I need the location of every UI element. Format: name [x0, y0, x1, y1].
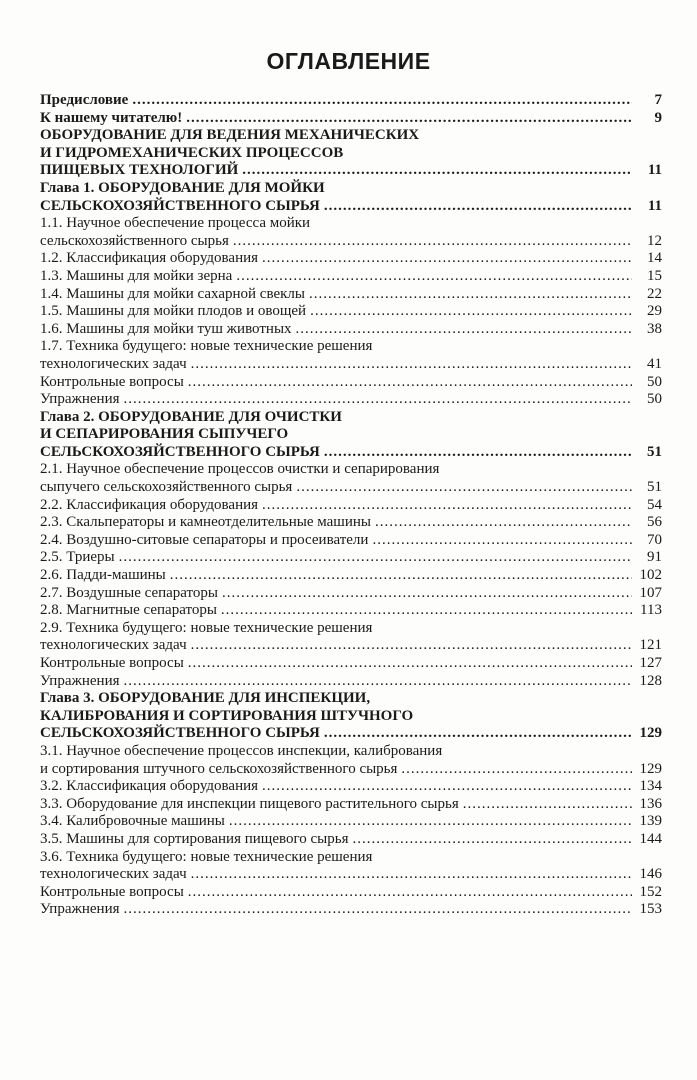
toc-entry-text: 1.3. Машины для мойки зерна [40, 267, 233, 284]
page-number: 7 [654, 92, 662, 108]
page-number: 54 [647, 496, 662, 513]
dot-leader [188, 884, 632, 902]
toc-entry [40, 549, 662, 567]
page-number: 91 [647, 549, 662, 566]
dot-leader [372, 532, 632, 550]
toc-entry-text: сельскохозяйственного сырья [40, 232, 229, 249]
toc-entry [40, 92, 662, 110]
toc-entry [40, 497, 662, 515]
page-number: 51 [647, 443, 662, 460]
toc-entry-text: Контрольные вопросы [40, 655, 184, 671]
dot-leader [124, 391, 633, 409]
dot-leader [132, 92, 632, 110]
dot-leader [221, 602, 632, 620]
toc-entry-text: И ГИДРОМЕХАНИЧЕСКИХ ПРОЦЕССОВ [40, 144, 344, 161]
page-number: 9 [654, 109, 662, 126]
page-number: 136 [639, 795, 662, 812]
toc-entry [40, 215, 662, 250]
toc-entry-text: 1.4. Машины для мойки сахарной свеклы [40, 285, 305, 302]
dot-leader [324, 444, 632, 462]
toc-entry [40, 884, 662, 902]
toc-entry-text: 1.5. Машины для мойки плодов и овощей [40, 303, 307, 320]
page-number: 11 [647, 197, 662, 214]
toc-entry-text: Упражнения [40, 672, 120, 689]
toc-entry-text: 2.8. Магнитные сепараторы [40, 602, 217, 619]
dot-leader [375, 514, 632, 532]
dot-leader [463, 796, 632, 814]
dot-leader [188, 655, 632, 673]
page-number: 144 [639, 830, 662, 847]
toc-entry [40, 673, 662, 691]
toc-entry-text: КАЛИБРОВАНИЯ И СОРТИРОВАНИЯ ШТУЧНОГО [40, 707, 414, 724]
page-number: 11 [647, 162, 662, 179]
dot-leader [262, 778, 632, 796]
toc-entry-text: СЕЛЬСКОХОЗЯЙСТВЕННОГО СЫРЬЯ [40, 443, 320, 460]
toc-entry-text: К нашему читателю! [40, 109, 183, 126]
toc-chapter-entry [40, 180, 662, 215]
toc-entry-text: СЕЛЬСКОХОЗЯЙСТВЕННОГО СЫРЬЯ [40, 725, 320, 742]
page-number: 22 [647, 285, 662, 302]
page-number: 127 [639, 655, 662, 671]
dot-leader [352, 831, 632, 849]
toc-entry [40, 620, 662, 655]
page-number: 113 [640, 602, 662, 619]
dot-leader [324, 725, 632, 743]
toc-entry [40, 303, 662, 321]
page-number: 102 [639, 567, 662, 584]
toc-entry [40, 901, 662, 919]
toc-entry [40, 778, 662, 796]
toc-entry [40, 585, 662, 603]
toc-entry-text: Глава 2. ОБОРУДОВАНИЕ ДЛЯ ОЧИСТКИ [40, 408, 342, 425]
toc-entry [40, 286, 662, 304]
toc-entry [40, 796, 662, 814]
toc-entry-text: 3.5. Машины для сортирования пищевого сырья [40, 830, 349, 847]
dot-leader [186, 110, 632, 128]
toc-entry [40, 374, 662, 392]
dot-leader [229, 813, 632, 831]
toc-entry [40, 338, 662, 373]
toc-entry-text: и сортирования штучного сельскохозяйственного сырья [40, 760, 398, 777]
dot-leader [222, 585, 632, 603]
dot-leader [188, 374, 632, 392]
toc-entry [40, 849, 662, 884]
toc-entry-text: 2.9. Техника будущего: новые технические решения [40, 619, 373, 636]
dot-leader [401, 761, 632, 779]
toc-entry [40, 743, 662, 778]
dot-leader [309, 286, 632, 304]
page-number: 51 [647, 479, 662, 496]
toc-entry [40, 321, 662, 339]
toc-entry-text: технологических задач [40, 866, 187, 883]
page-number: 107 [639, 584, 662, 601]
dot-leader [242, 162, 632, 180]
toc-entry-text: 2.4. Воздушно-ситовые сепараторы и просеиватели [40, 531, 369, 548]
dot-leader [236, 268, 632, 286]
page-number: 56 [647, 514, 662, 531]
toc-entry [40, 567, 662, 585]
dot-leader [233, 233, 632, 251]
toc-chapter-entry [40, 127, 662, 180]
page-number: 129 [639, 725, 662, 742]
dot-leader [119, 549, 632, 567]
toc-entry-text: Глава 3. ОБОРУДОВАНИЕ ДЛЯ ИНСПЕКЦИИ, [40, 690, 371, 707]
toc-entry-text: 1.2. Классификация оборудования [40, 250, 259, 267]
toc-entry-text: 3.2. Классификация оборудования [40, 778, 259, 795]
toc-entry-text: 2.1. Научное обеспечение процессов очистки и сепарирования [40, 461, 440, 478]
page-number: 50 [647, 391, 662, 408]
toc-entry-text: 1.7. Техника будущего: новые технические решения [40, 338, 373, 355]
page-number: 70 [647, 531, 662, 548]
page-number: 121 [639, 637, 662, 654]
toc-entry-text: 2.3. Скальператоры и камнеотделительные машины [40, 514, 371, 531]
page-number: 15 [647, 267, 662, 284]
table-of-contents [40, 92, 662, 919]
dot-leader [262, 497, 632, 515]
dot-leader [124, 673, 633, 691]
page-number: 153 [639, 901, 662, 918]
page-title: ОГЛАВЛЕНИЕ [266, 48, 431, 74]
page-number: 128 [639, 672, 662, 689]
page-number: 134 [639, 778, 662, 795]
dot-leader [191, 356, 632, 374]
toc-entry-text: 2.7. Воздушные сепараторы [40, 584, 218, 601]
page-number: 12 [647, 232, 662, 249]
toc-entry-text: 3.1. Научное обеспечение процессов инспекции, калибрования [40, 742, 443, 759]
toc-entry-text: 2.6. Падди-машины [40, 567, 166, 584]
toc-entry-text: Предисловие [40, 92, 129, 108]
toc-entry [40, 391, 662, 409]
toc-entry-text: ОБОРУДОВАНИЕ ДЛЯ ВЕДЕНИЯ МЕХАНИЧЕСКИХ [40, 127, 420, 144]
toc-entry-text: И СЕПАРИРОВАНИЯ СЫПУЧЕГО [40, 426, 289, 443]
toc-entry [40, 532, 662, 550]
page-number: 50 [647, 373, 662, 390]
toc-entry-text: Контрольные вопросы [40, 883, 184, 900]
toc-entry [40, 268, 662, 286]
page-number: 29 [647, 303, 662, 320]
toc-entry [40, 813, 662, 831]
toc-entry [40, 250, 662, 268]
dot-leader [296, 321, 632, 339]
toc-entry-text: технологических задач [40, 355, 187, 372]
toc-entry [40, 655, 662, 673]
toc-entry-text: 1.1. Научное обеспечение процесса мойки [40, 215, 311, 232]
page-number: 152 [639, 883, 662, 900]
page-number: 38 [647, 320, 662, 337]
toc-entry-text: Контрольные вопросы [40, 373, 184, 390]
toc-chapter-entry [40, 409, 662, 462]
page-number: 14 [647, 250, 662, 267]
toc-entry-text: СЕЛЬСКОХОЗЯЙСТВЕННОГО СЫРЬЯ [40, 197, 320, 214]
toc-entry [40, 514, 662, 532]
toc-entry-text: технологических задач [40, 637, 187, 654]
page-number: 41 [647, 355, 662, 372]
toc-entry-text: ПИЩЕВЫХ ТЕХНОЛОГИЙ [40, 162, 239, 179]
toc-entry [40, 110, 662, 128]
toc-entry-text: 2.2. Классификация оборудования [40, 496, 259, 513]
dot-leader [191, 866, 632, 884]
dot-leader [170, 567, 632, 585]
page-number: 139 [639, 813, 662, 830]
toc-entry-text: сыпучего сельскохозяйственного сырья [40, 479, 293, 496]
dot-leader [324, 198, 632, 216]
toc-chapter-entry [40, 690, 662, 743]
page-number: 146 [639, 866, 662, 883]
toc-entry-text: Глава 1. ОБОРУДОВАНИЕ ДЛЯ МОЙКИ [40, 179, 325, 196]
toc-entry-text: 3.4. Калибровочные машины [40, 813, 225, 830]
toc-entry-text: 1.6. Машины для мойки туш животных [40, 320, 292, 337]
toc-entry-text: Упражнения [40, 391, 120, 408]
dot-leader [310, 303, 632, 321]
toc-entry [40, 461, 662, 496]
toc-entry-text: 3.3. Оборудование для инспекции пищевого растительного сырья [40, 795, 459, 812]
toc-entry-text: 3.6. Техника будущего: новые технические решения [40, 848, 373, 865]
dot-leader [124, 901, 633, 919]
toc-entry-text: 2.5. Триеры [40, 549, 115, 566]
dot-leader [262, 250, 632, 268]
toc-entry [40, 831, 662, 849]
page-number: 129 [639, 760, 662, 777]
toc-entry-text: Упражнения [40, 901, 120, 918]
dot-leader [296, 479, 632, 497]
dot-leader [191, 637, 632, 655]
toc-entry [40, 602, 662, 620]
